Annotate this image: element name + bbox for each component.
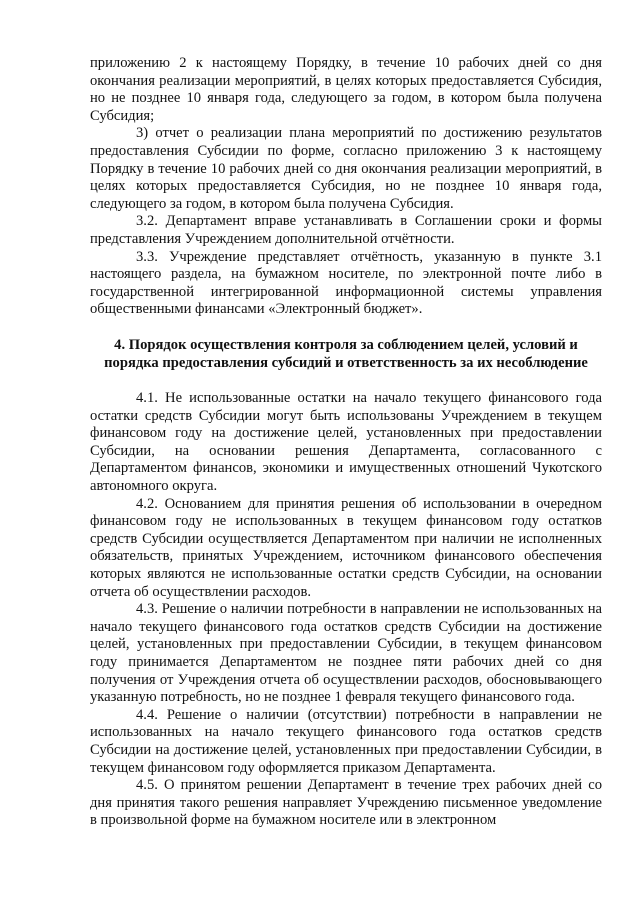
paragraph-3-2: 3.2. Департамент вправе устанавливать в Соглашении сроки и формы представления Учреждением дополнительной отчётности. <box>90 213 602 247</box>
paragraph-4-2: 4.2. Основанием для принятия решения об использовании в очередном финансовом году не использованных в текущем финансовом году остатков средств Субсидии осуществляется Департаментом при наличии не исполненных обязательств, принятых Учреждением, источником финансового обеспечения которых являются не использованные остатки средств Субсидии, на основании отчета об осуществлении расходов. <box>90 495 602 600</box>
section-heading-4: 4. Порядок осуществления контроля за соблюдением целей, условий и порядка предоставления субсидий и ответственность за их несоблюдение <box>104 336 588 371</box>
paragraph-4-4: 4.4. Решение о наличии (отсутствии) потребности в направлении не использованных на начало текущего финансового года остатков средств Субсидии на достижение целей, установленных при предоставлении Субсидии, в текущем финансовом году оформляется приказом Департамента. <box>90 706 602 776</box>
paragraph-item-3: 3) отчет о реализации плана мероприятий по достижению результатов предоставления Субсидии по форме, согласно приложению 3 к настоящему Порядку в течение 10 рабочих дней со дня окончания реализации мероприятий, в целях которых предоставляется Субсидия, но не позднее 10 января года, следующего за годом, в котором была получена Субсидия. <box>90 125 602 212</box>
paragraph-continuation: приложению 2 к настоящему Порядку, в течение 10 рабочих дней со дня окончания реализации мероприятий, в целях которых предоставляется Субсидия, но не позднее 10 января года, следующего за годом, в котором была получена Субсидия; <box>90 55 602 124</box>
document-page <box>90 55 602 830</box>
paragraph-4-1: 4.1. Не использованные остатки на начало текущего финансового года остатки средств Субсидии могут быть использованы Учреждением в текущем финансовом году на достижение целей, установленных при предоставлении Субсидии, на основании решения Департамента, согласованного с Департаментом финансов, экономики и имущественных отношений Чукотского автономного округа. <box>90 390 602 495</box>
paragraph-4-5: 4.5. О принятом решении Департамент в течение трех рабочих дней со дня принятия такого решения направляет Учреждению письменное уведомление в произвольной форме на бумажном носителе или в электронном <box>90 777 602 829</box>
paragraph-4-3: 4.3. Решение о наличии потребности в направлении не использованных на начало текущего финансового года остатков средств Субсидии на достижение целей, установленных при предоставлении Субсидии, в текущем финансовом году принимается Департаментом не позднее пяти рабочих дней со дня получения от Учреждения отчета об осуществлении расходов, обосновывающего указанную потребность, но не позднее 1 февраля текущего финансового года. <box>90 601 602 706</box>
paragraph-3-3: 3.3. Учреждение представляет отчётность, указанную в пункте 3.1 настоящего раздела, на бумажном носителе, по электронной почте либо в государственной интегрированной информационной системы управления общественными финансами «Электронный бюджет». <box>90 248 602 318</box>
